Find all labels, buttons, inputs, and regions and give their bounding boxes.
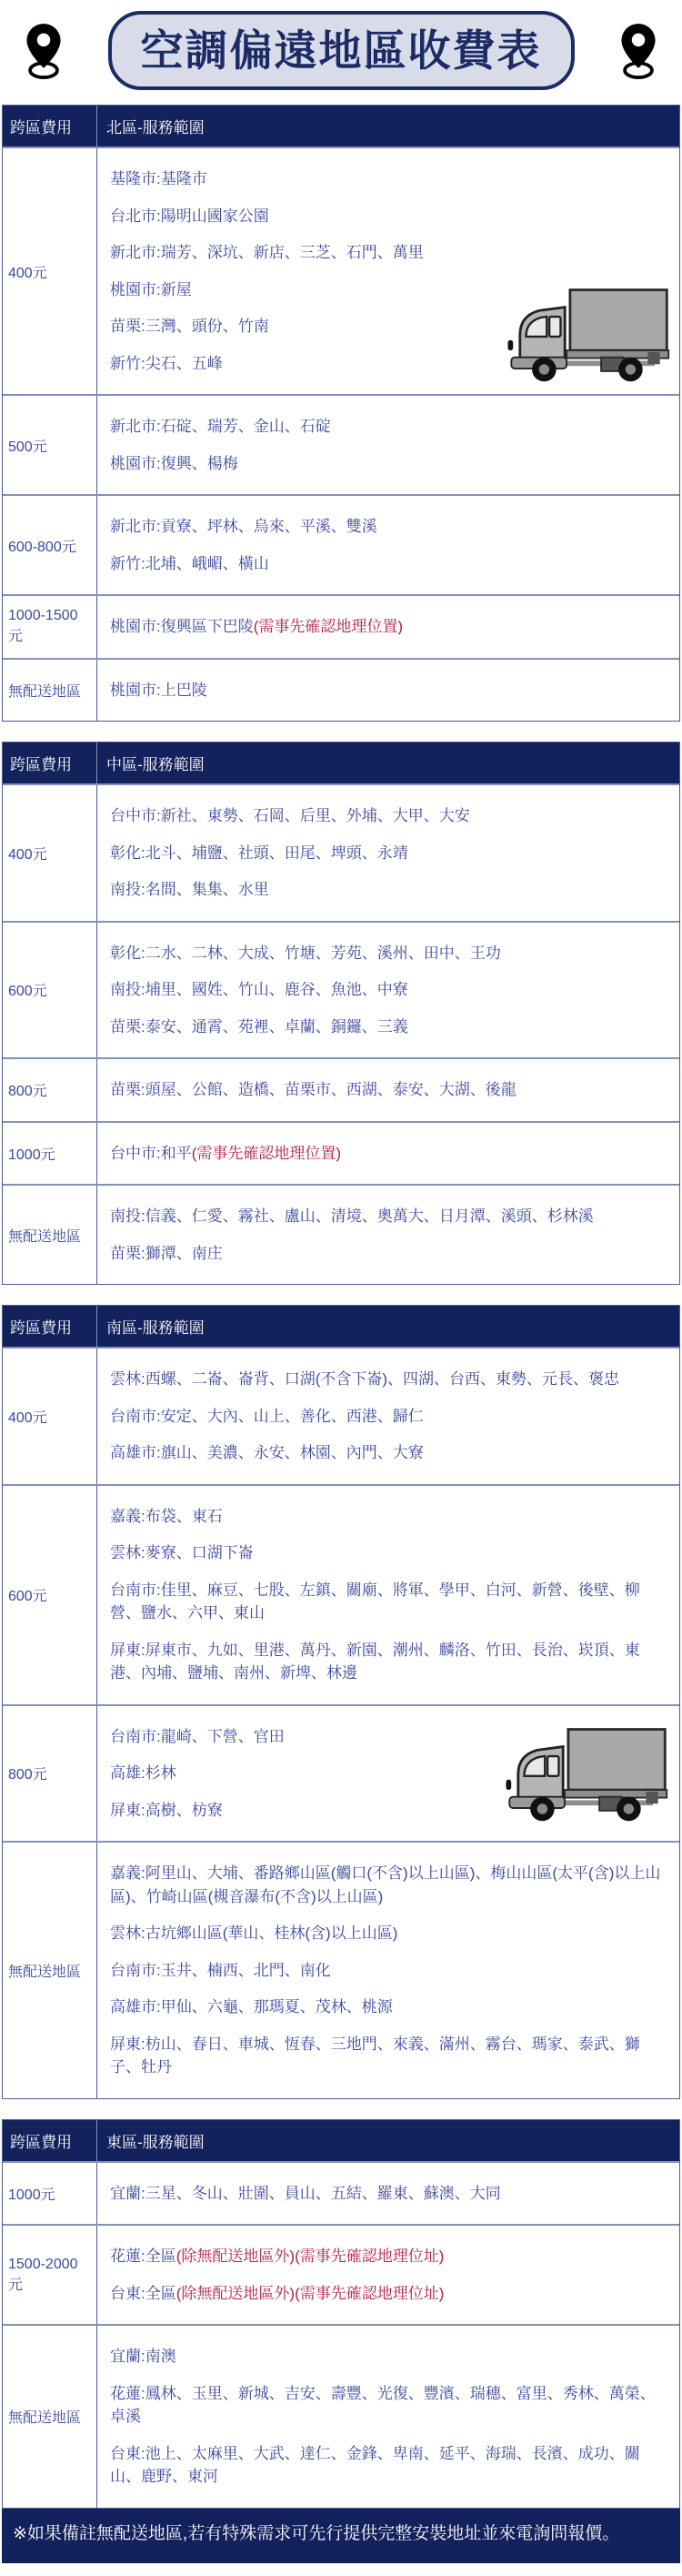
area-text: 新北市:石碇、瑞芳、金山、石碇 bbox=[110, 418, 331, 435]
area-lines bbox=[97, 1123, 679, 1185]
fee-cell: 600元 bbox=[3, 1486, 97, 1704]
range-column-header: 南區-服務範圍 bbox=[106, 1319, 205, 1337]
area-text: 苗栗:三灣、頭份、竹南 bbox=[110, 318, 269, 335]
area-line bbox=[110, 878, 667, 902]
area-text: 花蓮:全區 bbox=[110, 2248, 176, 2265]
area-line bbox=[110, 1205, 667, 1228]
area-line bbox=[110, 241, 667, 265]
area-lines bbox=[97, 1706, 679, 1842]
area-text: 雲林:西螺、二崙、崙背、口湖(不含下崙)、四湖、台西、東勢、元長、褒忠 bbox=[110, 1370, 620, 1388]
area-lines bbox=[97, 1486, 679, 1704]
red-note: (需事先確認地理位址) bbox=[295, 2248, 445, 2265]
area-line bbox=[110, 2382, 667, 2429]
area-text: 基隆市:基隆市 bbox=[110, 170, 207, 187]
area-line bbox=[110, 1142, 667, 1166]
area-text: 屏東:屏東市、九如、里港、萬丹、新園、潮州、麟洛、竹田、長治、崁頂、東港、內埔、鹽埔、南州、新埤、林邊 bbox=[110, 1641, 640, 1682]
table-row bbox=[3, 2224, 679, 2324]
area-lines bbox=[97, 1349, 679, 1484]
fee-cell: 800元 bbox=[3, 1706, 97, 1842]
section-header-row bbox=[3, 2120, 679, 2161]
area-text: 彰化:二水、二林、大成、竹塘、芳苑、溪州、田中、王功 bbox=[110, 944, 501, 962]
area-lines bbox=[97, 396, 679, 494]
area-text: 桃園市:復興、楊梅 bbox=[110, 454, 238, 472]
table-row bbox=[3, 1057, 679, 1121]
area-text: 高雄市:甲仙、六龜、那瑪夏、茂林、桃源 bbox=[110, 1998, 393, 2015]
area-line bbox=[110, 2245, 667, 2268]
table-row bbox=[3, 783, 679, 921]
fee-cell: 1000元 bbox=[3, 2163, 97, 2225]
area-text: 彰化:北斗、埔鹽、社頭、田尾、埤頭、永靖 bbox=[110, 844, 408, 862]
area-text: 苗栗:頭屋、公館、造橋、苗栗市、西湖、泰安、大湖、後龍 bbox=[110, 1081, 517, 1098]
fee-cell: 1500-2000元 bbox=[3, 2226, 97, 2324]
area-line bbox=[110, 615, 667, 639]
area-text: 台東:池上、太麻里、大武、達仁、金鋒、卑南、延平、海瑞、長濱、成功、關山、鹿野、東河 bbox=[110, 2444, 640, 2485]
area-text: 高雄:杉林 bbox=[110, 1764, 176, 1782]
area-text: 桃園市:新屋 bbox=[110, 280, 192, 298]
area-text: 台南市:佳里、麻豆、七股、左鎮、關廟、將軍、學甲、白河、新營、後壁、柳營、鹽水、六甲、東山 bbox=[110, 1581, 640, 1621]
table-row bbox=[3, 2161, 679, 2225]
section-table bbox=[2, 2119, 680, 2509]
area-line bbox=[110, 2345, 667, 2369]
title-bar bbox=[0, 0, 682, 105]
area-line bbox=[110, 1959, 667, 1983]
area-text: 嘉義:布袋、東石 bbox=[110, 1507, 223, 1525]
footer-note: ※如果備註無配送地區,若有特殊需求可先行提供完整安裝地址並來電詢問報價。 bbox=[2, 2509, 680, 2564]
table-row bbox=[3, 1484, 679, 1704]
area-line bbox=[110, 2442, 667, 2489]
fee-cell: 800元 bbox=[3, 1059, 97, 1121]
area-text: 屏東:枋山、春日、車城、恆春、三地門、來義、滿州、霧台、瑪家、泰武、獅子、牡丹 bbox=[110, 2035, 640, 2076]
fee-cell: 無配送地區 bbox=[3, 660, 97, 722]
area-line bbox=[110, 167, 667, 191]
area-text: 屏東:高樹、枋寮 bbox=[110, 1801, 223, 1819]
fee-cell: 400元 bbox=[3, 1349, 97, 1484]
area-lines bbox=[97, 1186, 679, 1284]
area-line bbox=[110, 1078, 667, 1102]
fee-cell: 無配送地區 bbox=[3, 1843, 97, 2098]
section-table bbox=[2, 1305, 680, 2099]
area-line bbox=[110, 1441, 667, 1465]
fee-tables bbox=[2, 105, 680, 2509]
range-column-header: 東區-服務範圍 bbox=[106, 2133, 205, 2151]
table-row bbox=[3, 1121, 679, 1185]
area-text: 台中市:和平 bbox=[110, 1144, 192, 1162]
fee-cell: 600-800元 bbox=[3, 496, 97, 594]
fee-cell: 無配送地區 bbox=[3, 2326, 97, 2508]
area-text: 台中市:新社、東勢、石岡、后里、外埔、大甲、大安 bbox=[110, 807, 470, 824]
area-line bbox=[110, 1242, 667, 1266]
area-text: 桃園市:上巴陵 bbox=[110, 681, 207, 699]
area-line bbox=[110, 205, 667, 228]
area-text: 台南市:龍崎、下營、官田 bbox=[110, 1727, 285, 1745]
fee-column-header: 跨區費用 bbox=[3, 2120, 97, 2161]
area-lines bbox=[97, 2326, 679, 2508]
area-line bbox=[110, 1505, 667, 1529]
area-text: 台東:全區 bbox=[110, 2284, 176, 2302]
area-line bbox=[110, 515, 667, 539]
area-line bbox=[110, 978, 667, 1002]
area-lines bbox=[97, 496, 679, 594]
fee-cell: 500元 bbox=[3, 396, 97, 494]
section-header-row bbox=[3, 1306, 679, 1347]
range-column-header: 中區-服務範圍 bbox=[106, 756, 205, 773]
area-line bbox=[110, 2033, 667, 2079]
fee-cell: 無配送地區 bbox=[3, 1186, 97, 1284]
table-row bbox=[3, 394, 679, 494]
fee-column-header: 跨區費用 bbox=[3, 106, 97, 146]
section-table bbox=[2, 105, 680, 722]
area-line bbox=[110, 1922, 667, 1945]
area-lines bbox=[97, 923, 679, 1058]
fee-cell: 600元 bbox=[3, 923, 97, 1058]
location-pin-icon bbox=[618, 22, 658, 80]
area-text: 花蓮:鳳林、玉里、新城、吉安、壽豐、光復、豐濱、瑞穗、富里、秀林、萬榮、卓溪 bbox=[110, 2384, 656, 2425]
area-text: 新北市:瑞芳、深坑、新店、三芝、石門、萬里 bbox=[110, 244, 424, 261]
area-line bbox=[110, 2182, 667, 2206]
area-text: 新北市:貢寮、坪林、烏來、平溪、雙溪 bbox=[110, 518, 377, 535]
red-note: (需事先確認地理位置) bbox=[253, 618, 404, 635]
table-row bbox=[3, 1704, 679, 1842]
red-note: (需事先確認地理位置) bbox=[191, 1144, 342, 1162]
area-line bbox=[110, 942, 667, 965]
area-line bbox=[110, 452, 667, 476]
area-line bbox=[110, 1405, 667, 1429]
area-text: 嘉義:阿里山、大埔、番路鄉山區(觸口(不含)以上山區)、梅山山區(太平(含)以上山區)、竹崎山區(槻音瀑布(不含)以上山區) bbox=[110, 1864, 661, 1905]
area-line bbox=[110, 1862, 667, 1908]
area-line bbox=[110, 1995, 667, 2019]
red-note: (除無配送地區外) bbox=[176, 2284, 296, 2302]
area-text: 苗栗:獅潭、南庄 bbox=[110, 1244, 223, 1262]
area-line bbox=[110, 552, 667, 576]
area-line bbox=[110, 2282, 667, 2306]
area-lines bbox=[97, 148, 679, 394]
area-text: 台北市:陽明山國家公園 bbox=[110, 207, 269, 225]
table-row bbox=[3, 594, 679, 658]
area-line bbox=[110, 1368, 667, 1391]
table-row bbox=[3, 921, 679, 1058]
area-line bbox=[110, 842, 667, 865]
area-lines bbox=[97, 1843, 679, 2098]
area-line bbox=[110, 679, 667, 702]
area-lines bbox=[97, 1059, 679, 1121]
table-row bbox=[3, 1347, 679, 1484]
red-note: (除無配送地區外) bbox=[176, 2248, 296, 2265]
area-text: 南投:埔里、國姓、竹山、鹿谷、魚池、中寮 bbox=[110, 981, 408, 998]
area-lines bbox=[97, 2163, 679, 2225]
area-lines bbox=[97, 596, 679, 658]
area-lines bbox=[97, 660, 679, 722]
area-text: 宜蘭:南澳 bbox=[110, 2348, 176, 2365]
area-lines bbox=[97, 785, 679, 921]
area-text: 新竹:尖石、五峰 bbox=[110, 354, 223, 372]
table-row bbox=[3, 1184, 679, 1284]
fee-cell: 1000元 bbox=[3, 1123, 97, 1185]
area-line bbox=[110, 415, 667, 439]
area-line bbox=[110, 804, 667, 828]
area-text: 苗栗:泰安、通霄、苑裡、卓蘭、銅鑼、三義 bbox=[110, 1017, 408, 1035]
page-title: 空調偏遠地區收費表 bbox=[140, 26, 542, 75]
title-pill bbox=[108, 11, 575, 90]
range-column-header: 北區-服務範圍 bbox=[106, 119, 205, 136]
table-row bbox=[3, 658, 679, 722]
area-text: 南投:名間、集集、水里 bbox=[110, 881, 269, 898]
area-line bbox=[110, 1639, 667, 1685]
section-table bbox=[2, 742, 680, 1285]
area-line bbox=[110, 1015, 667, 1039]
area-lines bbox=[97, 2226, 679, 2324]
area-text: 桃園市:復興區下巴陵 bbox=[110, 618, 254, 635]
fee-cell: 400元 bbox=[3, 148, 97, 394]
area-text: 台南市:安定、大內、山上、善化、西港、歸仁 bbox=[110, 1407, 424, 1425]
table-row bbox=[3, 146, 679, 394]
area-text: 新竹:北埔、峨嵋、橫山 bbox=[110, 554, 269, 572]
section-header-row bbox=[3, 106, 679, 146]
delivery-truck-icon bbox=[497, 1722, 670, 1824]
location-pin-icon bbox=[24, 22, 64, 80]
delivery-truck-icon bbox=[499, 283, 672, 385]
area-line bbox=[110, 1541, 667, 1565]
fee-cell: 400元 bbox=[3, 785, 97, 921]
area-text: 雲林:古坑鄉山區(華山、桂林(含)以上山區) bbox=[110, 1924, 398, 1942]
table-row bbox=[3, 494, 679, 594]
fee-cell: 1000-1500元 bbox=[3, 596, 97, 658]
section-header-row bbox=[3, 742, 679, 783]
area-text: 南投:信義、仁愛、霧社、盧山、清境、奧萬大、日月潭、溪頭、杉林溪 bbox=[110, 1207, 594, 1225]
fee-column-header: 跨區費用 bbox=[3, 1306, 97, 1347]
area-text: 台南市:玉井、楠西、北門、南化 bbox=[110, 1961, 331, 1979]
area-text: 高雄市:旗山、美濃、永安、林園、內門、大寮 bbox=[110, 1444, 424, 1461]
red-note: (需事先確認地理位址) bbox=[295, 2284, 445, 2302]
area-text: 宜蘭:三星、冬山、壯圍、員山、五結、羅東、蘇澳、大同 bbox=[110, 2184, 501, 2202]
fee-column-header: 跨區費用 bbox=[3, 742, 97, 783]
table-row bbox=[3, 1841, 679, 2098]
table-row bbox=[3, 2324, 679, 2508]
area-text: 雲林:麥寮、口湖下崙 bbox=[110, 1544, 254, 1561]
area-line bbox=[110, 1579, 667, 1625]
